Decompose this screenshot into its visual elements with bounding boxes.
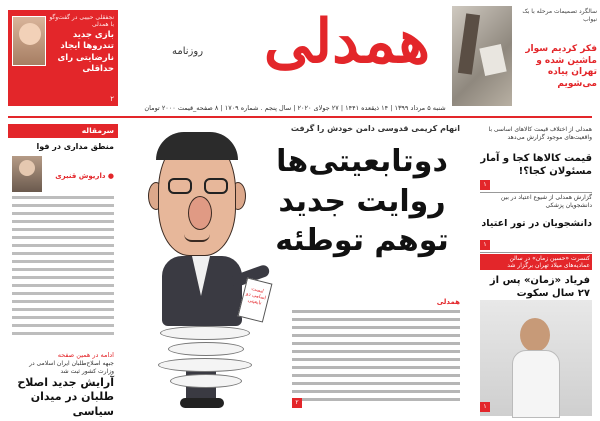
interviewee-photo [12,16,46,66]
divider [480,192,592,193]
divider [480,252,592,253]
concert-story-kicker: کنسرت «حسین زمان» در سالن عمادیه‌های میلاد تهران برگزار شد [480,254,592,270]
top-right-feature[interactable] [452,6,597,106]
right-column [480,124,592,416]
section-label: سرمقاله [8,124,118,138]
paper-scroll-coil [150,320,260,410]
singer-photo [480,300,592,416]
logo-text: همدلی [263,7,430,77]
addiction-story-kicker: گزارش همدلی از شیوع اعتیاد در بین دانشجویان پزشکی [500,194,592,209]
main-headline[interactable]: دوتابعیتی‌ها روایت جدید توهم توطئه [275,144,449,259]
protest-photo [452,6,512,106]
author-name: ● داریوش قنبری [55,172,114,180]
red-feature-box[interactable] [8,10,118,106]
paper-caption: لیست اسامی دو تابعیتی [245,285,267,307]
prices-story-headline[interactable]: قیمت کالاها کجا و آمار مسئولان کجا؟! [480,153,592,177]
glasses-icon [168,178,228,194]
left-column [8,124,118,416]
caricature-hair [156,132,238,160]
page-number: ۲ [110,95,114,103]
main-kicker: انهام کریمی قدوسی دامن خودش را گرفت [290,124,460,133]
top-right-headline[interactable]: فکر کردیم سوار ماشین شده و تهران پیاده می‌شویم [525,44,597,90]
concert-story-headline[interactable]: فریاد «زمان» پس از ۲۷ سال سکوت [489,275,590,299]
red-feature-headline[interactable]: بازی جدید تندروها ایجاد نارضایتی رای حداقلی [57,30,114,75]
caricature-illustration [122,130,292,415]
editorial-title[interactable]: منطق مداری در فوا [36,142,114,151]
addiction-page-number: ۱ [480,240,490,250]
lead-source-label: همدلی [436,298,460,306]
masthead [0,0,600,120]
continuation-note: ادامه در همین صفحه [57,351,114,359]
left-story-headline[interactable]: آرایش جدید اصلاح طلبان در میدان سیاسی [17,376,114,418]
red-feature-kicker: نجفقلی حبیبی در گفت‌وگو با همدلی [49,14,114,29]
author-photo [12,156,42,192]
caricature-shoes [180,398,224,408]
logo-subtitle: روزنامه [172,46,204,57]
dateline: شنبه ۵ مرداد ۱۳۹۹ | ۱۴ ذیقعده ۱۴۴۱ | ۲۷ جولای ۲۰۲۰ | سال پنجم . شماره ۱۷۰۹ | ۸ صفحه_قیمت ۲۰۰۰ تومان [144,104,446,112]
concert-page-number: ۱ [480,402,490,412]
lead-page-number: ۲ [292,398,302,408]
caricature-nose [188,196,212,230]
top-right-kicker: سالگرد تصمیمات مرحله با بک نیواب [522,8,597,23]
masthead-divider [8,116,592,118]
prices-story-kicker: همدلی از اختلاف قیمت کالاهای اساسی با واقعیت‌های موجود گزارش می‌دهد [488,126,592,141]
addiction-story-headline[interactable]: دانشجویان در تور اعتیاد [481,218,592,229]
lead-body [292,310,460,406]
caricature-mouth [184,234,210,242]
lead-article[interactable] [292,298,460,414]
prices-page-number: ۱ [480,180,490,190]
newspaper-logo [150,6,440,96]
left-story-kicker: جبهه اصلاح‌طلبان ایران اسلامی در وزارت کشور ثبت شد [29,360,114,375]
editorial-body [12,196,114,340]
